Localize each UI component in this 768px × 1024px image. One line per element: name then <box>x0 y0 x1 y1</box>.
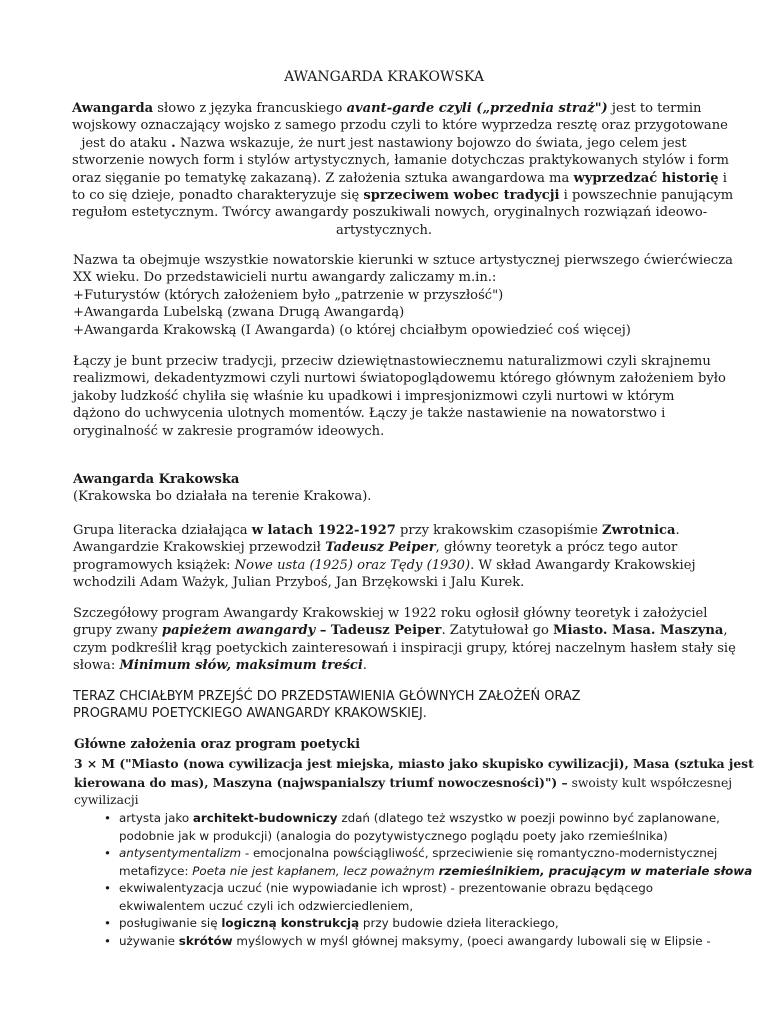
text: swoisty kult współczesnej <box>567 775 733 790</box>
text-line <box>74 755 754 774</box>
text: Poeta nie jest kapłanem, lecz poważnym <box>192 863 439 878</box>
text-line: jakoby ludzkość chyliła się właśnie ku upadkowi i impresjonizmowi czyli nurtowi w którym <box>73 388 675 404</box>
text: . W skład Awangardy Krakowskiej <box>470 557 696 573</box>
text: 3 × M ("Miasto (nowa cywilizacja jest miejska, miasto jako skupisko cywilizacji), Masa (sztuka jest <box>74 756 754 771</box>
program-bullet-list <box>104 810 753 950</box>
text: , główny teoretyk a prócz tego autor <box>435 540 678 556</box>
text-line: cywilizacji <box>74 793 139 808</box>
list-item <box>104 880 704 915</box>
text: zdań (dlatego też wszystko w poezji powinno być zaplanowane, <box>337 811 720 825</box>
text-line: czym podkreślił krąg poetyckich zainteresowań i inspiracji grupy, której naczelnym hasłem stały się <box>73 640 736 656</box>
text-line: realizmowi, dekadentyzmowi czyli nurtowi światopoglądowemu którego głównym założeniem było <box>73 371 726 387</box>
text-line <box>119 933 711 951</box>
text: . Zatytułował go <box>441 623 554 639</box>
term-avant-garde: avant-garde czyli („przednia straż") <box>346 101 608 116</box>
text-line <box>73 522 701 539</box>
intro-line: artystycznych. <box>335 222 433 238</box>
text-line <box>119 810 720 828</box>
term-sprzeciw-tradycji: sprzeciwem wobec tradycji <box>363 188 560 204</box>
text: Miasto. Masa. Maszyna <box>553 623 724 639</box>
text: oraz sięganie po tematykę zakazaną). Z założenia sztuka awangardowa ma <box>72 170 574 186</box>
term-wyprzedzac-historie: wyprzedzać historię <box>573 170 719 186</box>
list-item: +Futurystów (których założeniem było „patrzenie w przyszłość") <box>73 287 504 303</box>
intro-line <box>72 100 702 117</box>
text-line: XX wieku. Do przedstawicieli nurtu awangardy zaliczamy m.in.: <box>73 270 497 286</box>
paragraph-3xm <box>74 755 754 810</box>
text: Nowe usta (1925) oraz Tędy (1930) <box>234 557 471 573</box>
list-item: +Awangarda Lubelską (zwana Drugą Awangardą) <box>73 305 405 321</box>
text: skrótów <box>178 933 233 948</box>
text-line: ekwiwalentem uczuć czyli ich odzwierciedleniem, <box>119 898 414 913</box>
text: . <box>675 523 680 538</box>
paragraph-bunt <box>73 353 726 440</box>
text: używanie <box>119 933 179 948</box>
text-line: oryginalność w zakresie programów ideowych. <box>73 423 385 439</box>
text-line <box>73 657 701 674</box>
text: słowo z języka francuskiego <box>153 101 347 116</box>
text: Awangardzie Krakowskiej przewodził <box>73 540 326 556</box>
intro-line <box>72 170 727 187</box>
text: - emocjonalna powściągliwość, sprzeciwienie się romantyczno-modernistycznej <box>241 846 718 860</box>
text: posługiwanie się <box>119 916 222 930</box>
text: programowych książek: <box>73 557 235 573</box>
caps-announcement <box>73 688 701 723</box>
program-heading: Główne założenia oraz program poetycki <box>74 736 361 751</box>
text: przy krakowskim czasopiśmie <box>395 523 603 538</box>
text: przy budowie dzieła literackiego, <box>359 916 559 930</box>
text: kierowana do mas), Maszyna (najwspanialszy triumf nowoczesności)") – <box>74 774 568 790</box>
bullet-icon: • <box>104 933 112 948</box>
list-item <box>104 915 704 933</box>
text: i <box>718 170 727 186</box>
paragraph-program <box>73 605 736 675</box>
text-line <box>73 557 701 574</box>
text-line: Nazwa ta obejmuje wszystkie nowatorskie kierunki w sztuce artystycznej pierwszego ćwierćwiecza <box>73 253 733 268</box>
list-item <box>104 810 720 845</box>
list-item <box>104 933 711 951</box>
term-awangarda: Awangarda <box>72 101 154 116</box>
text: słowa: <box>73 658 120 674</box>
text: i powszechnie panującym <box>559 188 734 204</box>
text: architekt-budowniczy <box>192 811 338 825</box>
intro-line: wojskowy oznaczający wojsko z samego przodu czyli to które wyprzedza resztę oraz przygotowane <box>72 118 728 134</box>
text-line <box>119 863 753 881</box>
text: Minimum słów, maksimum treści <box>119 658 363 674</box>
text-line: Łączy je bunt przeciw tradycji, przeciw dziewiętnastowiecznemu naturalizmowi czyli skrajnemu <box>73 354 711 369</box>
text: grupy zwany <box>73 623 162 639</box>
bullet-icon: • <box>104 916 112 930</box>
text: artysta jako <box>119 811 193 825</box>
paragraph-grupa <box>73 522 701 592</box>
section-subheading: (Krakowska bo działała na terenie Krakowa). <box>73 489 372 505</box>
text-line <box>73 539 701 556</box>
text-line: Szczegółowy program Awangardy Krakowskiej w 1922 roku ogłosił główny teoretyk i założyciel <box>73 606 708 621</box>
text-line: wchodzili Adam Ważyk, Julian Przyboś, Jan Brzękowski i Jalu Kurek. <box>73 575 525 591</box>
text: – Tadeusz Peiper <box>315 623 442 639</box>
text: papieżem awangardy <box>161 623 316 639</box>
text-line: podobnie jak w produkcji) (analogia do pozytywistycznego poglądu poety jako rzemieślnika) <box>119 828 668 843</box>
text-line: PROGRAMU POETYCKIEGO AWANGARDY KRAKOWSKIEJ. <box>73 706 427 722</box>
text: . <box>171 135 176 151</box>
section-awangarda-krakowska <box>73 471 701 506</box>
intro-line: stworzenie nowych form i stylów artystycznych, łamanie dotychczas praktykowanych stylów i form <box>72 153 729 169</box>
text: jest do ataku <box>81 135 172 151</box>
text-line <box>119 915 704 933</box>
text: logiczną konstrukcją <box>221 916 360 930</box>
document-title: AWANGARDA KRAKOWSKA <box>284 69 484 85</box>
text-line <box>74 774 733 793</box>
text: metafizyce: <box>119 863 193 878</box>
text: myślowych w myśl głównej maksymy, (poeci awangardy lubowali się w Elipsie - <box>232 933 711 948</box>
list-item <box>104 845 753 880</box>
text-line: TERAZ CHCIAŁBYM PRZEJŚĆ DO PRZEDSTAWIENIA GŁÓWNYCH ZAŁOŻEŃ ORAZ <box>73 689 581 704</box>
text: jest to termin <box>607 101 702 116</box>
intro-paragraph <box>72 100 734 239</box>
intro-line: regułom estetycznym. Twórcy awangardy poszukiwali nowych, oryginalnych rozwiązań ideowo- <box>72 205 708 221</box>
text: Tadeusz Peiper <box>325 540 436 556</box>
text-line: dążono do uchwycenia ulotnych momentów. Łączy je także nastawienie na nowatorstwo i <box>73 406 666 422</box>
text: Awangarda Krakowska <box>73 472 240 487</box>
bullet-icon: • <box>104 881 112 895</box>
text: Nazwa wskazuje, że nurt jest nastawiony bojowzo do świata, jego celem jest <box>175 135 687 151</box>
section-heading <box>73 471 701 488</box>
intro-line <box>72 187 734 204</box>
text: w latach 1922-1927 <box>251 523 396 538</box>
text: Zwrotnica <box>602 523 676 538</box>
text: antysentymentalizm <box>119 846 242 860</box>
text: Grupa literacka działająca <box>73 523 252 538</box>
text: to co się dzieje, ponadto charakteryzuje się <box>72 188 364 204</box>
list-item: +Awangarda Krakowską (I Awangarda) (o której chciałbym opowiedzieć coś więcej) <box>73 322 631 338</box>
text: rzemieślnikiem, pracującym w materiale słowa <box>438 863 753 878</box>
text-line: ekwiwalentyzacja uczuć (nie wypowiadanie ich wprost) - prezentowanie obrazu będącego <box>119 881 654 895</box>
text: , <box>723 623 728 639</box>
text-line <box>73 622 728 639</box>
paragraph-nurty <box>73 252 733 339</box>
bullet-icon: • <box>104 846 112 860</box>
text: . <box>362 658 367 674</box>
text-line <box>119 845 718 863</box>
intro-line <box>72 135 696 152</box>
bullet-icon: • <box>104 811 112 825</box>
